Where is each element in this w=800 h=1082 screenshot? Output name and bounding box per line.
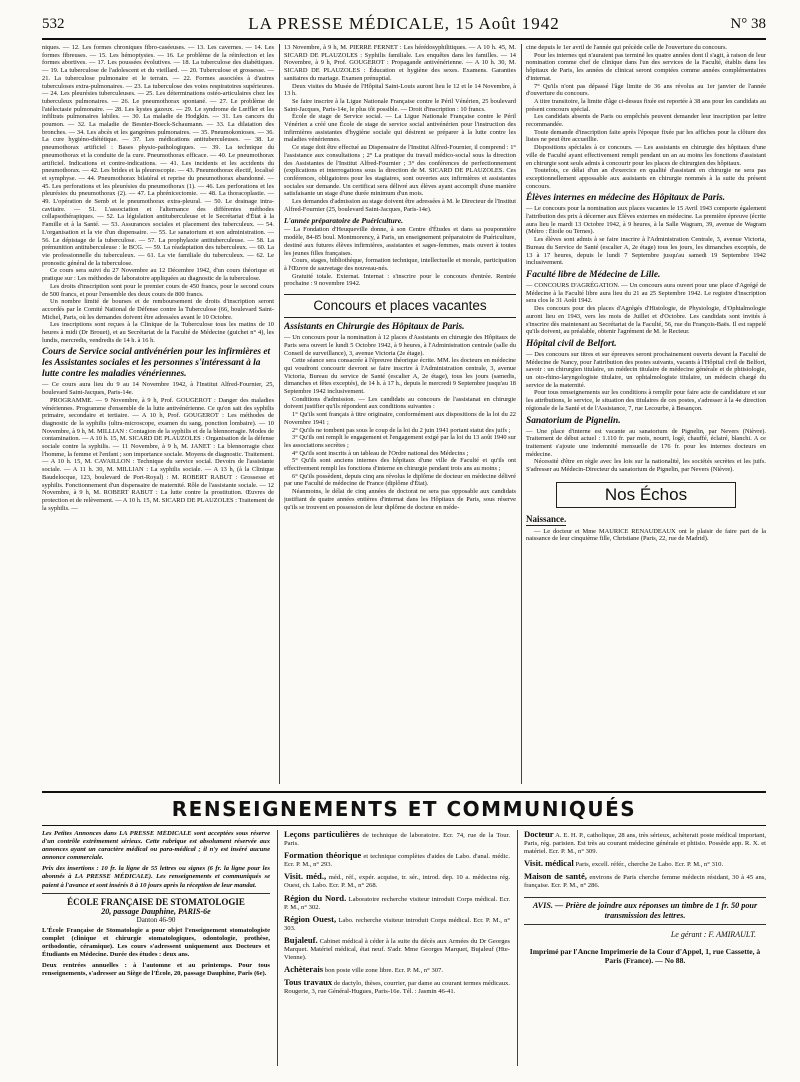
nos-echos-heading: Nos Échos [556, 482, 736, 508]
column-3 [526, 44, 766, 786]
paragraph: 3° Qu'ils ont rempli le engagement et l'engagement exigé par la loi du 13 août 1940 sur les associations secrètes ; [284, 434, 516, 449]
column-2 [284, 44, 516, 786]
paragraph: Nécessité d'être en règle avec les lois sur la nationalité, les sociétés secrètes et les juifs. S'adresser au Médecin-Directeur du sanatorium de Pignelin, par Nevers (Nièvre). [526, 458, 766, 474]
classified-column-2 [284, 830, 510, 1066]
column-divider [277, 830, 278, 1066]
column-1 [42, 44, 274, 786]
section-heading: Élèves internes en médecine des Hôpitaux de Paris. [526, 193, 725, 204]
gerant-signature: Le gérant : F. AMIRAULT. [670, 929, 756, 939]
paragraph: — Ce cours aura lieu du 9 au 14 Novembre 1942, à l'Institut Alfred-Fournier, 25, boulevard Saint-Jacques, Paris-14e. [42, 381, 274, 397]
paragraph: Les droits d'inscription sont pour le premier cours de 450 francs, pour le second cours de 500 francs, et pour l'ensemble des deux cours de 800 francs. [42, 282, 274, 298]
ecole-address: 20, passage Dauphine, PARIS-6e [101, 906, 211, 916]
ad-lead: Région du Nord. [284, 892, 347, 903]
classified-ad [524, 859, 766, 869]
classified-ad [284, 830, 510, 848]
paragraph: — CONCOURS D'AGRÉGATION. — Un concours aura ouvert pour une place d'Agrégé de Médecine à la Faculté libre aura lieu du 21 au 25 Septembre 1942. Le registre d'inscription sera clos le 31 Août 1942. [526, 281, 766, 305]
classified-column-3 [524, 830, 766, 1066]
paragraph: A titre transitoire, la limite d'âge ci-dessus fixée est reportée à 38 ans pour les candidats au présent concours spécial. [526, 97, 766, 113]
course-program-text: niques. — 12. Les formes chroniques fibro-caséeuses. — 13. Les cavernes. — 14. Les formes fibreuses. — 15. Les hémoptysies. — 16. Le problème de la réinfection et les formes abortives. — 17. Les poussées évolutives. — 18. La tuberculose des diabétiques. — 19. La tuberculose de l'adolescent et du vieillard. — 20. Tuberculose et grossesse. — 21. La tuberculose pulmonaire et le terrain. — 22. Formes associées à d'autres tuberculoses extra-pulmonaires. — 23. La tuberculose des voies respiratoires supérieures. — 24. Les pleurésies tuberculeuses. — 25. Les déterminations ostéo-articulaires chez les tuberculeux pulmonaires. — 26. Le pneumothorax spontané. — 27. Le problème de l'atélectasie pulmonaire. — 28. Les kystes gazeux. — 29. Le syndrome de Lœffler et les infiltrats pulmonaires labiles. — 30. La maladie de Hodgkin. — 31. Les cancers du poumon. — 32. La maladie de Besnier-Boeck-Schaumann. — 33. La dilatation des bronches. — 34. Les abcès et les gangrènes pulmonaires. — 35. Pneumokonioses. — 36. La cure hygiéno-diététique. — 37. Les médications antituberculeuses. — 38. Le pneumothorax artificiel : Bases physio-pathologiques. — 39. La technique du pneumothorax et la conduite de la cure. Pneumothorax efficace. — 40. Le pneumothorax artificiel. Indications et contre-indications. — 41. Les incidents et les accidents du pneumothorax. — 42. Les brides et la pleuroscopie. — 43. Pneumothorax électif, localisé et symphyse. — 44. Pneumothorax bilatéral et reprise du pneumothorax abandonné. — 45. Les perforations et les pleurésies du pneumothorax (1). — 46. Les perforations et les pleurésies du pneumothorax (2). — 47. La phrénicectomie. — 48. La thoracoplastie. — 49. L'opération de Semb et le pneumothorax extra-pleural. — 50. Le drainage intra-cavitaire. — 51. L'association et l'alternance des différentes méthodes collapsothérapiques. — 52. La législation antituberculeuse et le Secrétariat d'État à la Famille et à la Santé. — 53. Assurances sociales et placement des tuberculeux. — 54. L'organisation et la vie d'un dispensaire. — 55. Le sanatorium et son administration. — 56. Le dépistage de la tuberculose. — 57. La prophylaxie antituberculeuse. — 58. La prémunition antituberculeuse : le BCG. — 59. La réadaptation des tuberculeux. — 60. La vie professionnelle du tuberculeux. — 61. La vie familiale du tuberculeux. — 62. Le pronostic général de la tuberculose. [42, 44, 274, 267]
paragraph: cine depuis le 1er avril de l'année qui précède celle de l'ouverture du concours. [526, 44, 728, 51]
classified-ad [284, 915, 510, 933]
classified-ad [284, 872, 510, 890]
paragraph: 13 Novembre, à 9 h, M. PIERRE FERNET : Les hérédosyphilitiques. — A 10 h. 45, M. SICARD DE PLAUZOLES : Syphilis familiale. Les enquêtes dans les familles. — 14 Novembre, à 9 h, Prof. GOUGEROT : Propagande antivénérienne. — A 10 h. 30, M. SICARD DE PLAUZOLES : Éducation et hygiène des sexes. Examens. Garanties sanitaires du mariage. Examen prénuptial. [284, 44, 516, 82]
avis-notice: AVIS. — Prière de joindre aux réponses un timbre de 1 fr. 50 pour transmission des lettres. [524, 897, 766, 925]
ad-lead: Maison de santé, [524, 871, 587, 882]
ad-text: et technique complètes d'aides de Labo. d'anal. médic. Ecr. P. M., n° 293. [284, 853, 510, 869]
classified-ad [284, 965, 510, 975]
paragraph: Néanmoins, le délai de cinq années de doctorat ne sera pas opposable aux candidats justifiant de quatre années entières d'internat dans les Hôpitaux de Paris, sous réserve qu'ils se trouvent en possession de leur diplôme de docteur en méde- [284, 488, 516, 511]
ad-text: Paris, excell. référ., cherche 2e Labo. Ecr. P. M., n° 310. [575, 861, 724, 869]
section-heading: Faculté libre de Médecine de Lille. [526, 269, 661, 280]
paragraph: Toute demande d'inscription faite après l'époque fixée par les affiches pour la clôture des listes ne peut être accueillie. [526, 128, 766, 144]
classified-column-1 [42, 830, 270, 1066]
naissance-heading: Naissance. [526, 513, 567, 524]
paragraph: — La Fondation d'Heuqueville donne, à son Centre d'Études et dans sa pouponnière modèle, 84-85 boul. Montmorency, à Paris, un enseignement préparatoire de Puériculture, destiné aux futures élèves infirmières, assistantes et sages-femmes, mais ouvert à toutes les jeunes filles françaises. [284, 226, 516, 257]
ad-text: A. E. H. P., catholique, 28 ans, très sérieux, achèterait poste médical important, Paris, rég. parisien. Est très au courant médecine générale et phtisio. Possède app. R. X. et matériel. Ecr. P. M., n° 309. [524, 832, 766, 856]
ad-text: bon poste ville zone libre. Ecr. P. M., n° 307. [324, 967, 443, 975]
classified-ad [284, 851, 510, 869]
paragraph: 1° Qu'ils sont français à titre originaire, conformément aux dispositions de la loi du 22 Novembre 1941 ; [284, 411, 516, 426]
classified-ad [284, 936, 510, 962]
imprimerie-line: Imprimé par l'Ancne Imprimerie de la Cour d'Appel, 1, rue Cassette, à Paris (France). — No 88. [529, 946, 761, 965]
paragraph: — Une place d'interne est vacante au sanatorium de Pignelin, par Nevers (Nièvre). Traitement de début actuel : 1.110 fr. par mois, nourri, logé, chauffé, éclairé, blanchi. A ce traitement s'ajoute une indemnité mensuelle de 176 fr. pour les internes docteurs en médecine. [526, 427, 766, 458]
paragraph: Dispositions spéciales à ce concours. — Les assistants en chirurgie des hôpitaux d'une ville de Faculté ayant effectivement rempli pendant un an au moins les fonctions d'assistant en chirurgie sont seuls admis à concourir pour les places de chirurgien des hôpitaux. [526, 144, 766, 167]
paragraph: — Un concours pour la nomination à 12 places d'Assistants en chirurgie des Hôpitaux de Paris sera ouvert le lundi 5 Octobre 1942, à 9 heures, à l'Administration centrale (salle du Conseil de surveillance), 3, avenue Victoria (2e étage). [284, 334, 516, 357]
paragraph: Les inscriptions sont reçues à la Clinique de la Tuberculose tous les matins de 10 heures à midi (Dr Brouet), et au Secrétariat de la Faculté de Médecine (guichet n° 4), les lundis, mercredis, vendredis de 14 h. à 16 h. [42, 321, 274, 344]
ad-lead: Bujaleuf. [284, 934, 318, 945]
ad-text: de dactylo, thèses, courrier, par dame au courant termes médicaux. Rougerie, 3, rue Général-Hugues, Paris-16e. Tél. : Jasmin 46-41. [284, 980, 510, 996]
paragraph: Toutefois, ce délai d'un an d'exercice en qualité d'assistant en chirurgie ne sera pas exceptionnellement appossable aux assistants en chirurgie nommés à la suite du présent concours. [526, 167, 766, 190]
paragraph: 6° Qu'ils possèdent, depuis cinq ans révolus le diplôme de docteur en médecine délivré par une Faculté de médecine de France (diplôme d'État). [284, 472, 516, 488]
ad-text: de technique de laboratoire. Ecr. 74, rue de la Tour. Paris. [284, 832, 510, 848]
classified-prices: Prix des insertions : 10 fr. la ligne de 55 lettres ou signes (6 fr. la ligne pour les abonnés à LA PRESSE MÉDICALE). Les renseignements et communiqués se paient à l'avance et sont insérés 8 à 10 jours après la réception de leur mandat. [42, 865, 270, 889]
paragraph: Les candidats absents de Paris ou empêchés peuvent demander leur inscription par lettre recommandée. [526, 113, 766, 129]
paragraph: PROGRAMME. — 9 Novembre, à 9 h, Prof. GOUGEROT : Danger des maladies vénériennes. Programme d'ensemble de la lutte antivénérienne. Ce qu'on sait des syphilis primaire, secondaire et tertiaire. — A 10 h, Prof. GOUGEROT : Les méthodes de diagnostic de la syphilis (ultra-microscope, examen du sang, ponction lombaire). — 10 Novembre, à 9 h, M. MILLIAN : Contagion de la syphilis et de la blennorragie. Modes de contamination. — A 10 h. 15, M. SICARD DE PLAUZOLES : Organisation de la défense sociale contre la syphilis. — 11 Novembre, à 9 h, M. JANET : La blennorragie chez l'homme, la femme et l'enfant ; son importance sociale. Moyens de diagnostic. Traitement. — A 10 h. 15, M. CAVAILLON : Technique du service social. Devoirs de l'assistante sociale. — A 11 h. 30, M. MILLIAN : La syphilis sociale. — A 13 h, (à la Clinique Baudelocque, 123, boulevard de Port-Royal) : M. ROBERT RABUT : Grossesse et syphilis. Fonctionnement d'un dispensaire de maternité. Rôle de l'assistante sociale. — 12 Novembre, à 9 h, M. ROBERT RABUT : La lutte contre la prostitution. Œuvres de protection et de relèvement. — A 10 h. 15, M. SICARD DE PLAUZOLES : Traitement de la syphilis. — [42, 396, 274, 512]
ecole-rentrees: Deux rentrées annuelles : à l'automne et au printemps. Pour tous renseignements, s'adresser au Siège de l'École, 20, passage Dauphine, Paris (6e). [42, 962, 270, 978]
ad-text: Laboratoire recherche visiteur introduit Corps médical. Ecr. P. M., n° 302. [284, 895, 510, 911]
classified-ad [524, 830, 766, 856]
ecole-phone: Danton 46-90 [136, 915, 176, 924]
ad-lead: Formation théorique [284, 850, 362, 861]
ad-lead: Achèterais [284, 964, 324, 975]
paragraph: Pour tous renseignements sur les conditions à remplir pour faire acte de candidature et sur les attributions, le service, le situation des titulaires de ces postes, s'adresser à la 4e direction régionale de la Santé et de l'Assistance, 7, rue Lecourbe, à Besançon. [526, 389, 766, 412]
ad-text: méd., réf., expér. acquise, tr. sér., introd. dep. 10 a. médecins rég. Ouest, ch. Labo. Ecr. P. M., n° 268. [284, 874, 510, 890]
paragraph: Des concours pour des places d'Agrégés d'Histologie, de Physiologie, d'Ophtalmologie auront lieu en 1943, vers les mois de Juillet et d'Octobre. Les candidats sont invités à s'inscrire dès maintenant au Secrétariat de la Faculté, 56, rue du François-Baës. Il est rappelé qu'ils doivent, au préalable, obtenir l'agrément de M. le Recteur. [526, 305, 766, 336]
paragraph: 7° Qu'ils n'ont pas dépassé l'âge limite de 36 ans révolus au 1er janvier de l'année d'ouverture du concours. [526, 82, 766, 98]
paragraph: Se faire inscrire à la Ligue Nationale Française contre le Péril Vénérien, 25 boulevard Saint-Jacques, Paris-14e, le plus tôt possible. — Droit d'inscription : 10 francs. [284, 97, 516, 113]
ecole-title: ÉCOLE FRANÇAISE DE STOMATOLOGIE [42, 893, 270, 907]
column-divider [517, 830, 518, 1066]
ecole-description: L'École Française de Stomatologie a pour objet l'enseignement stomatologiste complet (clinique et chirurgie stomatologiques, odontologie, prothèse, orthodontie, céramique). Les cours s'adressent uniquement aux Docteurs et Étudiants en Médecine. Durée des études : deux ans. [42, 926, 270, 958]
ad-text: Labo. recherche visiteur introduit Corps médical. Ecr. P. M., n° 303. [284, 916, 510, 932]
ad-lead: Région Ouest, [284, 913, 337, 924]
ad-text: environs de Paris cherche femme médecin résidant, 30 à 45 ans, française. Ecr. P. M., n° 286. [524, 874, 766, 890]
paragraph: — Le concours pour la nomination aux places vacantes le 15 Avril 1943 comporte également l'attribution des prix à décerner aux Élèves externes en médecine. La première épreuve (écrite aura lieu le mardi 13 Octobre 1942, à 9 heures, à la Salle Wagram, 39, avenue de Wagram (Métro : Étoile ou Ternes). [526, 205, 766, 236]
classified-ad [284, 978, 510, 996]
paragraph: Ce cours sera suivi du 27 Novembre au 12 Décembre 1942, d'un cours théorique et pratique sur : Les méthodes de laboratoire appliquées au diagnostic de la tuberculose. [42, 267, 274, 283]
journal-title: LA PRESSE MÉDICALE, 15 Août 1942 [248, 14, 560, 33]
paragraph: Les demandes d'admission au stage doivent être adressées à M. le Directeur de l'Institut Alfred-Fournier (25, boulevard Saint-Jacques, Paris-14e). [284, 198, 516, 213]
ad-text: Cabinet médical à céder à la suite du décès aux Armées du Dr Georges Marquet. Matériel médical, état neuf. S'adr. Mme Georges Marquet, Bujaleuf (Hte-Vienne). [284, 937, 510, 962]
paragraph: — Le docteur et Mme MAURICE RENAUDEAUX ont le plaisir de faire part de la naissance de leur cinquième fille, Christiane (Paris, 22, rue de Madrid). [526, 527, 766, 543]
paragraph: Cours, stages, bibliothèque, formation technique, intellectuelle et morale, participation à l'Œuvre de sauvetage des nouveau-nés. [284, 257, 516, 272]
ad-lead: Tous travaux [284, 977, 333, 988]
classified-notice: Les Petites Annonces dans LA PRESSE MÉDICALE sont acceptées sous réserve d'un contrôle extrêmement sérieux. Cette rubrique est absolument réservée aux annonces ayant un caractère médical ou para-médical ; il n'y est inséré aucune annonce commerciale. [42, 830, 270, 862]
column-divider [521, 44, 522, 784]
paragraph: Ce stage doit être effectué au Dispensaire de l'Institut Alfred-Fournier, il comprend : 1° l'assistance aux consultations ; 2° La pratique du travail médico-social sous la direction des Assistantes de l'Institut Alfred-Fournier ; 3° des conférences de perfectionnement (explications et interrogations sous la direction de M. SICARD DE PLAUZOLES. Ces conférences, obligatoires pour les stagiaires, sont ouvertes aux infirmières et assistantes sociales sur demande. Un certificat sera délivré aux élèves ayant accompli d'une manière satisfaisante un stage d'une durée minimum d'un mois. [284, 144, 516, 198]
page-number: 532 [42, 16, 65, 32]
paragraph: Gratuité totale. Externat. Internat : s'inscrire pour le concours d'entrée. Rentrée prochaine : 9 novembre 1942. [284, 272, 516, 288]
paragraph: — Des concours sur titres et sur épreuves seront prochainement ouverts devant la Faculté de Médecine de Nancy, pour l'attribution des postes suivants, vacants à l'Hôpital civil de Belfort, savoir : un chirurgien titulaire, un médecin titulaire de médecine générale et de phtisiologie, un oto-rhino-laryngologiste titulaire, un ophtalmologiste titulaire, un médecin chargé du service de la maternité. [526, 350, 766, 389]
paragraph: Deux visites du Musée de l'Hôpital Saint-Louis auront lieu le 12 et le 14 Novembre, à 13 h. [284, 82, 516, 98]
section-heading: Sanatorium de Pignelin. [526, 415, 621, 426]
paragraph: Cette séance sera consacrée à l'épreuve théorique écrite. MM. les docteurs en médecine qui voudront concourir devront se faire inscrire à l'Administration centrale, 3, avenue Victoria, Bureau du service de Santé (escalier A, 2e étage), tous les jours (samedis, dimanches et fêtes exceptés), de 14 h. à 17 h., depuis le mercredi 9 Septembre jusqu'au 18 Septembre 1942 inclusivement. [284, 357, 516, 396]
paragraph: Un nombre limité de bourses et de remboursement de droits d'inscription seront accordés par le Comité National de Défense contre la Tuberculose (66, boulevard Saint-Michel, Paris, où les demandes doivent être adressées avant le 10 Octobre. [42, 298, 274, 321]
running-header [42, 14, 766, 40]
issue-number: N° 38 [730, 16, 766, 32]
paragraph: 4° Qu'ils sont inscrits à un tableau de l'Ordre national des Médecins ; [292, 449, 469, 457]
section-heading: Assistants en Chirurgie des Hôpitaux de Paris. [284, 322, 465, 333]
classified-ad [524, 872, 766, 890]
ad-lead: Leçons particulières [284, 830, 360, 839]
renseignements-banner: RENSEIGNEMENTS ET COMMUNIQUÉS [42, 791, 766, 826]
paragraph: Conditions d'admission. — Les candidats au concours de l'assistanat en chirurgie doivent justifier qu'ils répondent aux conditions suivantes : [284, 395, 516, 411]
classified-ad [284, 894, 510, 912]
section-heading: L'année préparatoire de Puériculture. [284, 216, 403, 226]
paragraph: École de stage de Service social. — La Ligue Nationale Française contre le Péril Vénérien a créé une École de stage de service social antivénérien pour l'instruction des infirmières assistantes d'hygiène sociale qui désirent se préparer à la lutte contre les maladies vénériennes. [284, 113, 516, 144]
ad-lead: Visit. médical [524, 858, 574, 869]
concours-heading: Concours et places vacantes [284, 294, 516, 318]
section-heading: Hôpital civil de Belfort. [526, 338, 617, 349]
paragraph: 5° Qu'ils sont anciens internes des hôpitaux d'une ville de Faculté et qu'ils ont effectivement rempli les fonctions d'interne en chirurgie pendant trois ans au moins ; [284, 457, 516, 473]
column-divider [279, 44, 280, 784]
paragraph: 2° Qu'ils ne tombent pas sous le coup de la loi du 2 juin 1941 portant statut des juifs ; [292, 426, 511, 434]
ad-lead: Docteur [524, 830, 554, 839]
ad-lead: Visit. méd., [284, 871, 327, 882]
section-heading: Cours de Service social antivénérien pour les infirmières et les Assistantes sociales et les personnes s'intéressant à la lutte contre les maladies vénériennes. [42, 347, 271, 380]
paragraph: Les élèves sont admis à se faire inscrire à l'Administration Centrale, 3, avenue Victoria, Bureau du Service de Santé (escalier A, 2e étage) tous les jours, les dimanches exceptés, de 13 à 17 heures, depuis le lundi 7 Septembre jusqu'au samedi 19 Septembre 1942 inclusivement. [526, 236, 766, 267]
paragraph: Pour les internes qui n'auraient pas terminé les quatre années dont il s'agit, à raison de leur nomination comme chef de clinique dans l'un des services de la Faculté, établis dans les hôpitaux de Paris, les années de clinicat seront comptées comme années complémentaires d'internat. [526, 51, 766, 82]
